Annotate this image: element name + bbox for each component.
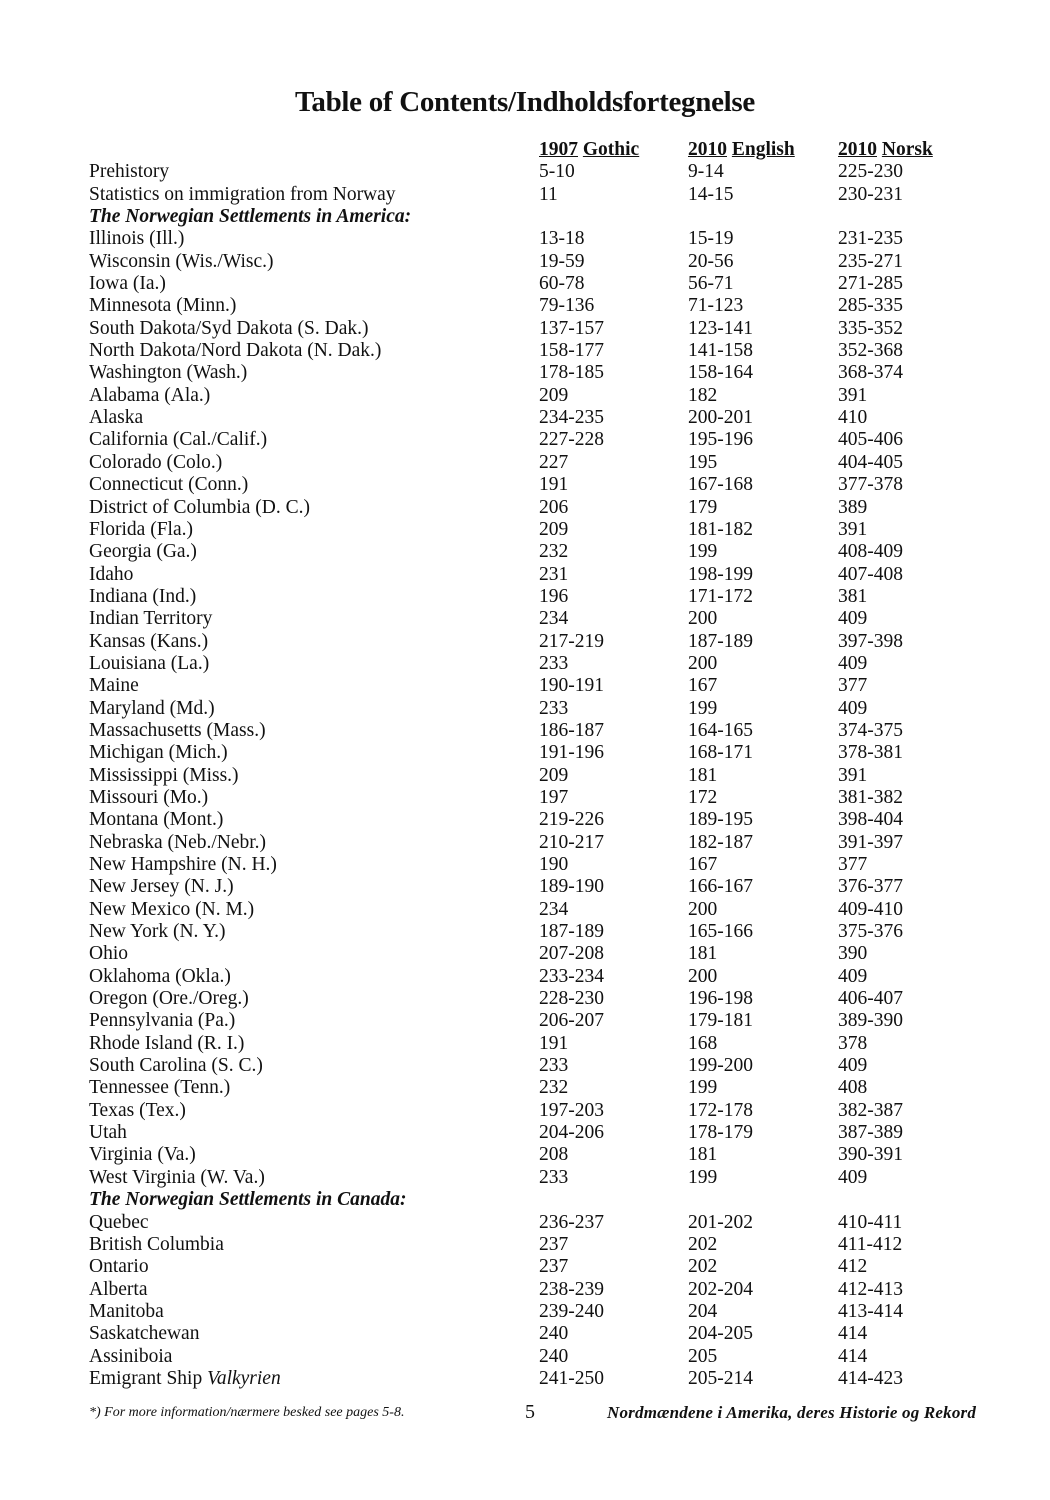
pages-gothic: 233-234 xyxy=(539,965,604,987)
entry-label: Assiniboia xyxy=(89,1345,173,1367)
toc-row xyxy=(89,720,989,742)
pages-gothic: 187-189 xyxy=(539,921,604,943)
section-heading: The Norwegian Settlements in Canada: xyxy=(89,1189,407,1211)
toc-row xyxy=(89,564,989,586)
toc-row xyxy=(89,1122,989,1144)
header-norsk-year: 2010 xyxy=(838,139,877,160)
entry-label: Florida (Fla.) xyxy=(89,518,193,540)
pages-norsk: 398-404 xyxy=(838,809,903,831)
pages-norsk: 406-407 xyxy=(838,988,903,1010)
pages-norsk: 411-412 xyxy=(838,1233,903,1255)
toc-row xyxy=(89,653,989,675)
pages-gothic: 238-239 xyxy=(539,1278,604,1300)
page-number: 5 xyxy=(525,1401,535,1423)
toc-row xyxy=(89,765,989,787)
entry-label: South Carolina (S. C.) xyxy=(89,1055,263,1077)
pages-english: 56-71 xyxy=(688,273,734,295)
pages-norsk: 414 xyxy=(838,1323,868,1345)
pages-english: 165-166 xyxy=(688,921,753,943)
pages-gothic: 137-157 xyxy=(539,317,604,339)
pages-norsk: 414 xyxy=(838,1345,868,1367)
toc-row xyxy=(89,742,989,764)
entry-label: Statistics on immigration from Norway xyxy=(89,183,396,205)
pages-norsk: 376-377 xyxy=(838,876,903,898)
toc-row xyxy=(89,943,989,965)
entry-label: Minnesota (Minn.) xyxy=(89,295,237,317)
entry-label: Oklahoma (Okla.) xyxy=(89,965,231,987)
entry-label: Rhode Island (R. I.) xyxy=(89,1032,245,1054)
header-english-label: English xyxy=(731,139,795,160)
pages-gothic: 207-208 xyxy=(539,943,604,965)
entry-label: Alaska xyxy=(89,407,144,429)
pages-english: 182 xyxy=(688,384,718,406)
pages-english: 202-204 xyxy=(688,1278,753,1300)
entry-label: Pennsylvania (Pa.) xyxy=(89,1010,236,1032)
pages-english: 168-171 xyxy=(688,742,753,764)
section-heading: The Norwegian Settlements in America: xyxy=(89,206,412,228)
pages-english: 123-141 xyxy=(688,317,753,339)
pages-english: 181 xyxy=(688,764,718,786)
pages-english: 202 xyxy=(688,1256,718,1278)
pages-norsk: 390-391 xyxy=(838,1144,903,1166)
entry-label: Prehistory xyxy=(89,161,170,183)
pages-english: 200 xyxy=(688,652,718,674)
pages-gothic: 240 xyxy=(539,1345,569,1367)
toc-row xyxy=(89,899,989,921)
pages-english: 200 xyxy=(688,608,718,630)
entry-label: Maine xyxy=(89,675,139,697)
pages-norsk: 230-231 xyxy=(838,183,903,205)
pages-gothic: 241-250 xyxy=(539,1367,604,1389)
pages-english: 196-198 xyxy=(688,988,753,1010)
pages-gothic: 191-196 xyxy=(539,742,604,764)
entry-label: Ohio xyxy=(89,943,128,965)
toc-row xyxy=(89,1100,989,1122)
pages-english: 181-182 xyxy=(688,518,753,540)
entry-label: Wisconsin (Wis./Wisc.) xyxy=(89,250,274,272)
entry-label: Colorado (Colo.) xyxy=(89,451,223,473)
entry-label: Massachusetts (Mass.) xyxy=(89,719,266,741)
pages-english: 195-196 xyxy=(688,429,753,451)
pages-gothic: 197-203 xyxy=(539,1099,604,1121)
toc-row xyxy=(89,228,989,250)
entry-label: Connecticut (Conn.) xyxy=(89,474,249,496)
pages-english: 179 xyxy=(688,496,718,518)
pages-gothic: 232 xyxy=(539,1077,569,1099)
pages-english: 158-164 xyxy=(688,362,753,384)
pages-english: 172-178 xyxy=(688,1099,753,1121)
pages-english: 181 xyxy=(688,943,718,965)
section-heading-row xyxy=(89,1189,989,1211)
entry-label: Alabama (Ala.) xyxy=(89,384,211,406)
pages-gothic: 210-217 xyxy=(539,831,604,853)
pages-gothic: 206 xyxy=(539,496,569,518)
pages-english: 181 xyxy=(688,1144,718,1166)
pages-english: 200 xyxy=(688,898,718,920)
pages-norsk: 412-413 xyxy=(838,1278,903,1300)
pages-gothic: 196 xyxy=(539,585,569,607)
pages-english: 204-205 xyxy=(688,1323,753,1345)
pages-english: 179-181 xyxy=(688,1010,753,1032)
pages-gothic: 190-191 xyxy=(539,675,604,697)
table-of-contents xyxy=(89,139,989,1390)
entry-label: Washington (Wash.) xyxy=(89,362,248,384)
pages-gothic: 232 xyxy=(539,541,569,563)
entry-label: West Virginia (W. Va.) xyxy=(89,1166,265,1188)
pages-norsk: 410-411 xyxy=(838,1211,903,1233)
pages-english: 200 xyxy=(688,965,718,987)
entry-label: District of Columbia (D. C.) xyxy=(89,496,310,518)
entry-label: British Columbia xyxy=(89,1233,224,1255)
pages-norsk: 377-378 xyxy=(838,474,903,496)
entry-label: Utah xyxy=(89,1122,127,1144)
pages-norsk: 407-408 xyxy=(838,563,903,585)
pages-english: 187-189 xyxy=(688,630,753,652)
pages-english: 205-214 xyxy=(688,1367,753,1389)
pages-norsk: 389-390 xyxy=(838,1010,903,1032)
toc-row xyxy=(89,921,989,943)
pages-norsk: 409 xyxy=(838,1055,868,1077)
entry-label: Idaho xyxy=(89,563,134,585)
pages-english: 168 xyxy=(688,1032,718,1054)
pages-norsk: 378-381 xyxy=(838,742,903,764)
toc-row xyxy=(89,1301,989,1323)
pages-norsk: 391-397 xyxy=(838,831,903,853)
toc-row xyxy=(89,988,989,1010)
entry-label: Georgia (Ga.) xyxy=(89,541,197,563)
pages-gothic: 60-78 xyxy=(539,273,585,295)
pages-norsk: 390 xyxy=(838,943,868,965)
entry-label: New Hampshire (N. H.) xyxy=(89,854,277,875)
entry-label: Maryland (Md.) xyxy=(89,697,215,719)
entry-label: Illinois (Ill.) xyxy=(89,228,185,250)
pages-gothic: 191 xyxy=(539,474,569,496)
pages-gothic: 228-230 xyxy=(539,988,604,1010)
pages-gothic: 234 xyxy=(539,608,569,630)
toc-row xyxy=(89,273,989,295)
pages-gothic: 11 xyxy=(539,183,558,205)
toc-row xyxy=(89,497,989,519)
pages-english: 204 xyxy=(688,1300,718,1322)
pages-english: 200-201 xyxy=(688,407,753,429)
pages-gothic: 209 xyxy=(539,764,569,786)
pages-norsk: 389 xyxy=(838,496,868,518)
entry-label: New York (N. Y.) xyxy=(89,921,226,943)
pages-english: 141-158 xyxy=(688,340,753,362)
pages-gothic: 13-18 xyxy=(539,228,585,250)
entry-label: Indiana (Ind.) xyxy=(89,585,197,607)
pages-norsk: 409 xyxy=(838,697,868,719)
toc-row xyxy=(89,407,989,429)
pages-gothic: 217-219 xyxy=(539,630,604,652)
toc-row xyxy=(89,318,989,340)
pages-gothic: 189-190 xyxy=(539,876,604,898)
toc-row xyxy=(89,787,989,809)
pages-gothic: 233 xyxy=(539,652,569,674)
pages-norsk: 374-375 xyxy=(838,719,903,741)
pages-norsk: 410 xyxy=(838,407,868,429)
pages-gothic: 19-59 xyxy=(539,250,585,272)
pages-norsk: 382-387 xyxy=(838,1099,903,1121)
pages-norsk: 409 xyxy=(838,1166,868,1188)
pages-gothic: 237 xyxy=(539,1256,569,1278)
header-gothic-year: 1907 xyxy=(539,139,578,160)
pages-norsk: 408-409 xyxy=(838,541,903,563)
pages-english: 199-200 xyxy=(688,1055,753,1077)
pages-norsk: 378 xyxy=(838,1032,868,1054)
toc-row xyxy=(89,608,989,630)
pages-gothic: 227-228 xyxy=(539,429,604,451)
toc-row xyxy=(89,809,989,831)
toc-row xyxy=(89,854,989,876)
pages-norsk: 377 xyxy=(838,675,868,697)
toc-row xyxy=(89,1077,989,1099)
entry-label: Virginia (Va.) xyxy=(89,1144,196,1166)
entry-label-text: Emigrant Ship xyxy=(89,1367,208,1389)
pages-gothic: 158-177 xyxy=(539,340,604,362)
pages-english: 171-172 xyxy=(688,585,753,607)
pages-english: 201-202 xyxy=(688,1211,753,1233)
entry-label: Quebec xyxy=(89,1211,149,1233)
toc-row xyxy=(89,1144,989,1166)
pages-norsk: 271-285 xyxy=(838,273,903,295)
entry-label: Indian Territory xyxy=(89,608,213,630)
toc-row xyxy=(89,541,989,563)
entry-label: New Jersey (N. J.) xyxy=(89,876,234,898)
toc-row xyxy=(89,1033,989,1055)
pages-english: 15-19 xyxy=(688,228,734,250)
pages-gothic: 190 xyxy=(539,854,569,875)
toc-row xyxy=(89,474,989,496)
pages-norsk: 235-271 xyxy=(838,250,903,272)
column-header-row xyxy=(89,139,989,161)
pages-norsk: 368-374 xyxy=(838,362,903,384)
pages-english: 189-195 xyxy=(688,809,753,831)
header-gothic xyxy=(539,139,639,161)
toc-row xyxy=(89,698,989,720)
pages-norsk: 377 xyxy=(838,854,868,875)
pages-gothic: 79-136 xyxy=(539,295,595,317)
toc-row xyxy=(89,1323,989,1345)
pages-english: 178-179 xyxy=(688,1122,753,1144)
pages-gothic: 227 xyxy=(539,451,569,473)
toc-row xyxy=(89,362,989,384)
pages-norsk: 409 xyxy=(838,608,868,630)
toc-row xyxy=(89,184,989,206)
pages-english: 199 xyxy=(688,1166,718,1188)
pages-gothic: 178-185 xyxy=(539,362,604,384)
toc-row xyxy=(89,1055,989,1077)
pages-gothic: 234 xyxy=(539,898,569,920)
pages-english: 167 xyxy=(688,675,718,697)
entry-label: New Mexico (N. M.) xyxy=(89,898,255,920)
toc-row xyxy=(89,1279,989,1301)
toc-row xyxy=(89,832,989,854)
pages-norsk: 381 xyxy=(838,585,868,607)
pages-english: 199 xyxy=(688,697,718,719)
pages-english: 9-14 xyxy=(688,161,724,183)
pages-gothic: 219-226 xyxy=(539,809,604,831)
pages-gothic: 191 xyxy=(539,1032,569,1054)
pages-norsk: 225-230 xyxy=(838,161,903,183)
entry-label: Iowa (Ia.) xyxy=(89,273,166,295)
toc-row xyxy=(89,1010,989,1032)
toc-row xyxy=(89,452,989,474)
toc-row xyxy=(89,295,989,317)
pages-english: 205 xyxy=(688,1345,718,1367)
pages-gothic: 208 xyxy=(539,1144,569,1166)
pages-norsk: 391 xyxy=(838,384,868,406)
toc-row xyxy=(89,519,989,541)
pages-gothic: 209 xyxy=(539,518,569,540)
entry-label xyxy=(89,1368,281,1390)
toc-row xyxy=(89,1167,989,1189)
entry-label: Tennessee (Tenn.) xyxy=(89,1077,231,1099)
pages-gothic: 197 xyxy=(539,786,569,808)
section-heading-row xyxy=(89,206,989,228)
entry-label: Missouri (Mo.) xyxy=(89,786,209,808)
pages-english: 20-56 xyxy=(688,250,734,272)
pages-norsk: 412 xyxy=(838,1256,868,1278)
toc-row xyxy=(89,251,989,273)
pages-norsk: 397-398 xyxy=(838,630,903,652)
entry-label: California (Cal./Calif.) xyxy=(89,429,268,451)
pages-english: 182-187 xyxy=(688,831,753,853)
toc-row xyxy=(89,586,989,608)
header-norsk-label: Norsk xyxy=(881,139,933,160)
pages-gothic: 186-187 xyxy=(539,719,604,741)
toc-row xyxy=(89,675,989,697)
pages-english: 71-123 xyxy=(688,295,744,317)
entry-label: Texas (Tex.) xyxy=(89,1099,186,1121)
pages-gothic: 231 xyxy=(539,563,569,585)
pages-norsk: 413-414 xyxy=(838,1300,903,1322)
pages-english: 199 xyxy=(688,541,718,563)
pages-gothic: 204-206 xyxy=(539,1122,604,1144)
pages-gothic: 233 xyxy=(539,1055,569,1077)
entry-label: Manitoba xyxy=(89,1300,164,1322)
running-title: Nordmændene i Amerika, deres Historie og Rekord xyxy=(607,1403,977,1422)
pages-gothic: 237 xyxy=(539,1233,569,1255)
pages-gothic: 234-235 xyxy=(539,407,604,429)
footnote: *) For more information/nærmere besked see pages 5-8. xyxy=(89,1405,405,1420)
header-norsk xyxy=(838,139,933,161)
toc-row xyxy=(89,429,989,451)
pages-gothic: 5-10 xyxy=(539,161,575,183)
toc-row xyxy=(89,1212,989,1234)
header-gothic-label: Gothic xyxy=(582,139,640,160)
pages-norsk: 409 xyxy=(838,652,868,674)
pages-english: 166-167 xyxy=(688,876,753,898)
entry-label: Michigan (Mich.) xyxy=(89,742,228,764)
pages-english: 202 xyxy=(688,1233,718,1255)
pages-norsk: 405-406 xyxy=(838,429,903,451)
pages-norsk: 408 xyxy=(838,1077,868,1099)
pages-norsk: 375-376 xyxy=(838,921,903,943)
entry-label: Ontario xyxy=(89,1256,149,1278)
entry-label: North Dakota/Nord Dakota (N. Dak.) xyxy=(89,340,382,362)
pages-english: 195 xyxy=(688,451,718,473)
pages-english: 167 xyxy=(688,854,718,875)
pages-norsk: 381-382 xyxy=(838,786,903,808)
pages-gothic: 239-240 xyxy=(539,1300,604,1322)
pages-gothic: 236-237 xyxy=(539,1211,604,1233)
page-title: Table of Contents/Indholdsfortegnelse xyxy=(295,86,755,118)
entry-label: Louisiana (La.) xyxy=(89,652,210,674)
pages-english: 172 xyxy=(688,786,718,808)
pages-norsk: 352-368 xyxy=(838,340,903,362)
entry-label-italic: Valkyrien xyxy=(207,1367,281,1389)
pages-gothic: 240 xyxy=(539,1323,569,1345)
pages-english: 167-168 xyxy=(688,474,753,496)
toc-row xyxy=(89,966,989,988)
pages-norsk: 285-335 xyxy=(838,295,903,317)
pages-norsk: 409 xyxy=(838,965,868,987)
toc-row xyxy=(89,385,989,407)
toc-row xyxy=(89,1234,989,1256)
pages-norsk: 414-423 xyxy=(838,1367,903,1389)
entry-label: Mississippi (Miss.) xyxy=(89,764,239,786)
entry-label: Saskatchewan xyxy=(89,1323,200,1345)
page-footer xyxy=(0,1401,1050,1427)
pages-norsk: 404-405 xyxy=(838,451,903,473)
pages-norsk: 387-389 xyxy=(838,1122,903,1144)
header-english xyxy=(688,139,795,161)
header-english-year: 2010 xyxy=(688,139,727,160)
entry-label: Oregon (Ore./Oreg.) xyxy=(89,988,249,1010)
pages-english: 199 xyxy=(688,1077,718,1099)
toc-rows xyxy=(89,161,989,1390)
pages-gothic: 206-207 xyxy=(539,1010,604,1032)
entry-label: Nebraska (Neb./Nebr.) xyxy=(89,831,267,853)
entry-label: South Dakota/Syd Dakota (S. Dak.) xyxy=(89,317,369,339)
toc-row xyxy=(89,876,989,898)
pages-gothic: 233 xyxy=(539,697,569,719)
entry-label: Kansas (Kans.) xyxy=(89,630,209,652)
toc-row xyxy=(89,1368,989,1390)
toc-row xyxy=(89,1346,989,1368)
pages-english: 198-199 xyxy=(688,563,753,585)
pages-norsk: 409-410 xyxy=(838,898,903,920)
entry-label: Montana (Mont.) xyxy=(89,809,224,831)
pages-gothic: 233 xyxy=(539,1166,569,1188)
pages-english: 164-165 xyxy=(688,719,753,741)
pages-english: 14-15 xyxy=(688,183,734,205)
pages-norsk: 231-235 xyxy=(838,228,903,250)
pages-norsk: 391 xyxy=(838,518,868,540)
pages-norsk: 335-352 xyxy=(838,317,903,339)
toc-row xyxy=(89,161,989,183)
entry-label: Alberta xyxy=(89,1278,148,1300)
pages-gothic: 209 xyxy=(539,384,569,406)
toc-row xyxy=(89,340,989,362)
toc-row xyxy=(89,1256,989,1278)
toc-row xyxy=(89,631,989,653)
pages-norsk: 391 xyxy=(838,764,868,786)
